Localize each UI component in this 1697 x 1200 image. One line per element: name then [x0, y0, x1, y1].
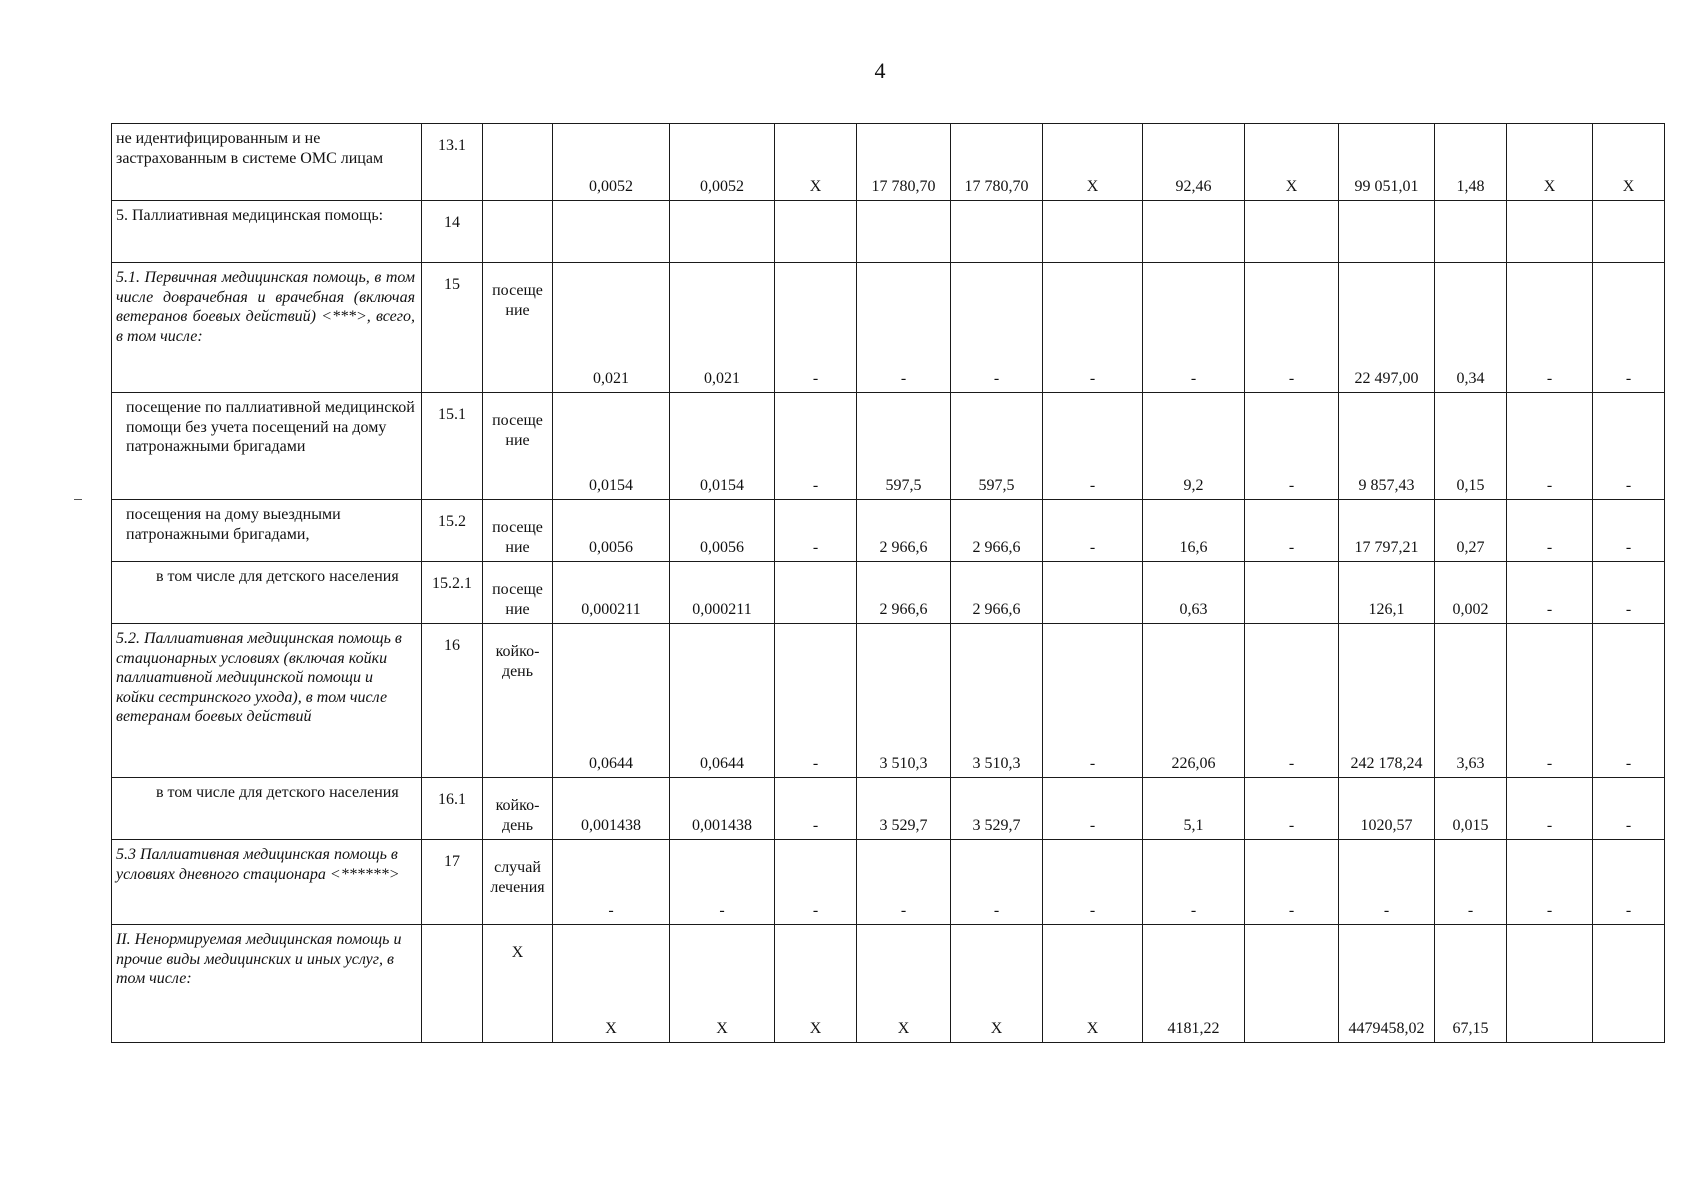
- value-cell: 5,1: [1143, 778, 1245, 840]
- table-row: [112, 840, 1665, 925]
- value-cell: [670, 201, 775, 263]
- value-cell: -: [670, 840, 775, 925]
- value-cell: Х: [1245, 124, 1339, 201]
- value-cell: -: [1507, 840, 1593, 925]
- row-number-cell: 13.1: [422, 124, 483, 201]
- unit-cell: посеще ние: [483, 500, 553, 562]
- unit-cell: случай лечения: [483, 840, 553, 925]
- value-cell: 92,46: [1143, 124, 1245, 201]
- unit-cell: посеще ние: [483, 562, 553, 624]
- value-cell: -: [1593, 778, 1665, 840]
- unit-cell: койко-день: [483, 778, 553, 840]
- unit-cell: посеще ние: [483, 393, 553, 500]
- value-cell: 67,15: [1435, 925, 1507, 1043]
- value-cell: 2 966,6: [951, 500, 1043, 562]
- value-cell: -: [1043, 393, 1143, 500]
- value-cell: 9,2: [1143, 393, 1245, 500]
- unit-cell: Х: [483, 925, 553, 1043]
- row-name-cell: в том числе для детского населения: [112, 562, 422, 624]
- value-cell: [1043, 201, 1143, 263]
- value-cell: Х: [1593, 124, 1665, 201]
- row-number-cell: 16: [422, 624, 483, 778]
- value-cell: 0,000211: [553, 562, 670, 624]
- value-cell: -: [775, 840, 857, 925]
- scan-mark: [74, 499, 82, 500]
- value-cell: -: [1245, 263, 1339, 393]
- value-cell: 1020,57: [1339, 778, 1435, 840]
- value-cell: -: [1593, 500, 1665, 562]
- value-cell: 0,0154: [553, 393, 670, 500]
- row-number-cell: [422, 925, 483, 1043]
- value-cell: 0,0052: [553, 124, 670, 201]
- value-cell: Х: [553, 925, 670, 1043]
- value-cell: 0,0644: [670, 624, 775, 778]
- row-number-cell: 16.1: [422, 778, 483, 840]
- value-cell: 597,5: [951, 393, 1043, 500]
- value-cell: -: [1043, 500, 1143, 562]
- value-cell: 0,0644: [553, 624, 670, 778]
- table-row: [112, 562, 1665, 624]
- value-cell: -: [1507, 624, 1593, 778]
- value-cell: [1143, 201, 1245, 263]
- value-cell: [1339, 201, 1435, 263]
- value-cell: [1245, 925, 1339, 1043]
- value-cell: -: [1245, 500, 1339, 562]
- value-cell: -: [1507, 393, 1593, 500]
- table-row: [112, 201, 1665, 263]
- value-cell: [1507, 925, 1593, 1043]
- value-cell: 16,6: [1143, 500, 1245, 562]
- value-cell: Х: [775, 925, 857, 1043]
- value-cell: 0,0056: [670, 500, 775, 562]
- value-cell: [1245, 562, 1339, 624]
- value-cell: -: [1043, 263, 1143, 393]
- value-cell: -: [1507, 500, 1593, 562]
- value-cell: -: [1593, 263, 1665, 393]
- value-cell: 3 529,7: [951, 778, 1043, 840]
- row-name-cell: 5.3 Паллиативная медицинская помощь в условиях дневного стационара <******>: [112, 840, 422, 925]
- value-cell: -: [951, 263, 1043, 393]
- value-cell: -: [553, 840, 670, 925]
- row-name-cell: 5. Паллиативная медицинская помощь:: [112, 201, 422, 263]
- value-cell: 9 857,43: [1339, 393, 1435, 500]
- value-cell: 0,001438: [670, 778, 775, 840]
- row-name-cell: посещение по паллиативной медицинской помощи без учета посещений на дому патронажными бригадами: [112, 393, 422, 500]
- value-cell: 17 780,70: [951, 124, 1043, 201]
- row-name-cell: 5.2. Паллиативная медицинская помощь в стационарных условиях (включая койки паллиативной медицинской помощи и койки сестринского ухода), в том числе ветеранам боевых действий: [112, 624, 422, 778]
- value-cell: [775, 201, 857, 263]
- value-cell: 0,000211: [670, 562, 775, 624]
- value-cell: -: [775, 393, 857, 500]
- value-cell: [1593, 925, 1665, 1043]
- value-cell: [1043, 562, 1143, 624]
- value-cell: 0,021: [553, 263, 670, 393]
- value-cell: 0,34: [1435, 263, 1507, 393]
- row-name-cell: в том числе для детского населения: [112, 778, 422, 840]
- value-cell: 3 510,3: [951, 624, 1043, 778]
- value-cell: -: [1507, 263, 1593, 393]
- medical-care-table-container: [111, 123, 1664, 1043]
- value-cell: -: [1339, 840, 1435, 925]
- value-cell: -: [1507, 562, 1593, 624]
- value-cell: -: [1507, 778, 1593, 840]
- table-row: [112, 500, 1665, 562]
- value-cell: 3 510,3: [857, 624, 951, 778]
- value-cell: 99 051,01: [1339, 124, 1435, 201]
- value-cell: 242 178,24: [1339, 624, 1435, 778]
- row-number-cell: 15: [422, 263, 483, 393]
- value-cell: 17 797,21: [1339, 500, 1435, 562]
- value-cell: Х: [775, 124, 857, 201]
- value-cell: 0,0154: [670, 393, 775, 500]
- value-cell: -: [1245, 624, 1339, 778]
- value-cell: 0,15: [1435, 393, 1507, 500]
- value-cell: 226,06: [1143, 624, 1245, 778]
- value-cell: -: [1593, 393, 1665, 500]
- value-cell: -: [951, 840, 1043, 925]
- value-cell: 0,002: [1435, 562, 1507, 624]
- row-number-cell: 15.1: [422, 393, 483, 500]
- value-cell: -: [1593, 562, 1665, 624]
- unit-cell: [483, 124, 553, 201]
- value-cell: [951, 201, 1043, 263]
- value-cell: [1507, 201, 1593, 263]
- value-cell: 0,001438: [553, 778, 670, 840]
- value-cell: -: [775, 624, 857, 778]
- value-cell: -: [775, 263, 857, 393]
- value-cell: -: [1593, 840, 1665, 925]
- table-row: [112, 925, 1665, 1043]
- value-cell: Х: [857, 925, 951, 1043]
- value-cell: [1593, 201, 1665, 263]
- row-number-cell: 14: [422, 201, 483, 263]
- unit-cell: [483, 201, 553, 263]
- value-cell: -: [1245, 840, 1339, 925]
- value-cell: -: [857, 263, 951, 393]
- value-cell: -: [1043, 624, 1143, 778]
- value-cell: -: [1043, 778, 1143, 840]
- value-cell: 22 497,00: [1339, 263, 1435, 393]
- value-cell: [553, 201, 670, 263]
- value-cell: 0,015: [1435, 778, 1507, 840]
- table-row: [112, 263, 1665, 393]
- value-cell: -: [1593, 624, 1665, 778]
- value-cell: 0,0056: [553, 500, 670, 562]
- table-row: [112, 778, 1665, 840]
- value-cell: 2 966,6: [951, 562, 1043, 624]
- value-cell: -: [775, 778, 857, 840]
- table-row: [112, 124, 1665, 201]
- value-cell: [1435, 201, 1507, 263]
- value-cell: -: [775, 500, 857, 562]
- value-cell: Х: [951, 925, 1043, 1043]
- value-cell: 3,63: [1435, 624, 1507, 778]
- value-cell: Х: [1043, 124, 1143, 201]
- row-name-cell: 5.1. Первичная медицинская помощь, в том числе доврачебная и врачебная (включая ветеранов боевых действий) <***>, всего, в том числе:: [112, 263, 422, 393]
- row-number-cell: 15.2: [422, 500, 483, 562]
- row-number-cell: 17: [422, 840, 483, 925]
- value-cell: -: [1245, 778, 1339, 840]
- value-cell: -: [1143, 840, 1245, 925]
- page-number: 4: [874, 58, 886, 83]
- table-row: [112, 624, 1665, 778]
- value-cell: 126,1: [1339, 562, 1435, 624]
- value-cell: -: [1245, 393, 1339, 500]
- value-cell: 2 966,6: [857, 500, 951, 562]
- value-cell: [1245, 201, 1339, 263]
- medical-care-table: [111, 123, 1665, 1043]
- value-cell: -: [1143, 263, 1245, 393]
- table-row: [112, 393, 1665, 500]
- value-cell: 0,021: [670, 263, 775, 393]
- value-cell: 4181,22: [1143, 925, 1245, 1043]
- unit-cell: койко-день: [483, 624, 553, 778]
- value-cell: -: [1043, 840, 1143, 925]
- value-cell: Х: [670, 925, 775, 1043]
- value-cell: 0,63: [1143, 562, 1245, 624]
- row-name-cell: II. Ненормируемая медицинская помощь и прочие виды медицинских и иных услуг, в том числе:: [112, 925, 422, 1043]
- value-cell: [857, 201, 951, 263]
- value-cell: 1,48: [1435, 124, 1507, 201]
- row-name-cell: посещения на дому выездными патронажными бригадами,: [112, 500, 422, 562]
- value-cell: [775, 562, 857, 624]
- value-cell: 2 966,6: [857, 562, 951, 624]
- value-cell: Х: [1043, 925, 1143, 1043]
- value-cell: 0,27: [1435, 500, 1507, 562]
- value-cell: Х: [1507, 124, 1593, 201]
- unit-cell: посеще ние: [483, 263, 553, 393]
- value-cell: 3 529,7: [857, 778, 951, 840]
- table-body: [112, 124, 1665, 1043]
- value-cell: -: [857, 840, 951, 925]
- value-cell: 0,0052: [670, 124, 775, 201]
- value-cell: 597,5: [857, 393, 951, 500]
- value-cell: -: [1435, 840, 1507, 925]
- value-cell: 4479458,02: [1339, 925, 1435, 1043]
- row-name-cell: не идентифицированным и не застрахованным в системе ОМС лицам: [112, 124, 422, 201]
- value-cell: 17 780,70: [857, 124, 951, 201]
- row-number-cell: 15.2.1: [422, 562, 483, 624]
